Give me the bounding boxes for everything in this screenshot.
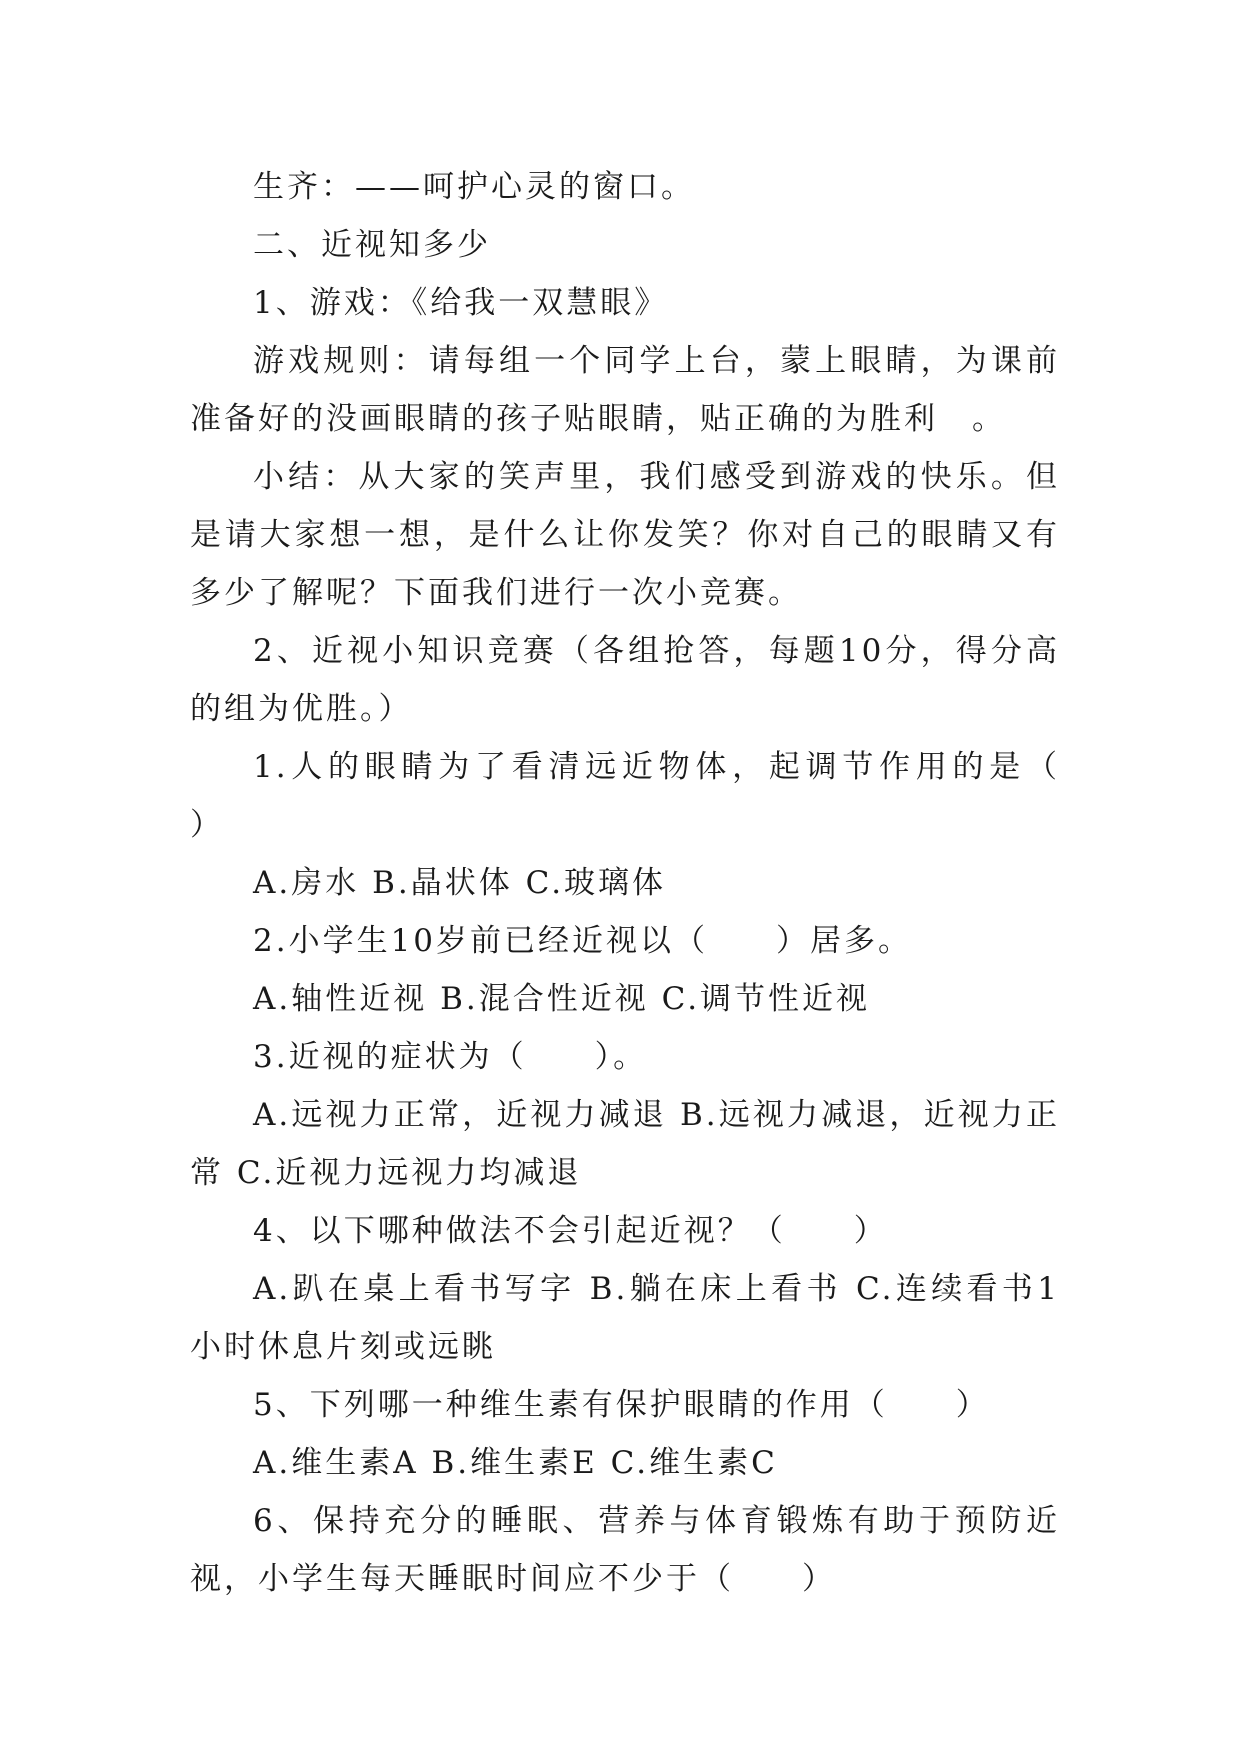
question-4: 4、以下哪种做法不会引起近视？（ ） xyxy=(253,1213,888,1249)
section-heading: 二、近视知多少 xyxy=(253,227,491,263)
question-1-options: A.房水 B.晶状体 C.玻璃体 xyxy=(253,865,667,901)
question-5: 5、下列哪一种维生素有保护眼睛的作用（ ） xyxy=(253,1387,990,1423)
question-2-options: A.轴性近视 B.混合性近视 C.调节性近视 xyxy=(253,981,871,1017)
game-rules: 游戏规则：请每组一个同学上台，蒙上眼睛，为课前准备好的没画眼睛的孩子贴眼睛，贴正确的为胜利 。 xyxy=(190,343,1060,437)
summary-paragraph: 小结：从大家的笑声里，我们感受到游戏的快乐。但是请大家想一想，是什么让你发笑？你对自己的眼睛又有多少了解呢？下面我们进行一次小竞赛。 xyxy=(190,459,1060,611)
quiz-heading: 2、近视小知识竞赛（各组抢答，每题10分，得分高的组为优胜。） xyxy=(190,633,1060,727)
question-3: 3.近视的症状为（ ）。 xyxy=(253,1039,648,1075)
game-title: 1、游戏：《给我一双慧眼》 xyxy=(253,285,669,321)
question-1: 1.人的眼睛为了看清远近物体，起调节作用的是（ ） xyxy=(190,749,1128,843)
question-5-options: A.维生素A B.维生素E C.维生素C xyxy=(253,1445,778,1481)
question-6: 6、保持充分的睡眠、营养与体育锻炼有助于预防近视，小学生每天睡眠时间应不少于（ ） xyxy=(190,1503,1060,1597)
question-3-options: A.远视力正常，近视力减退 B.远视力减退，近视力正常 C.近视力远视力均减退 xyxy=(190,1097,1060,1191)
document-page xyxy=(190,158,1128,1608)
closing-line: 生齐：——呵护心灵的窗口。 xyxy=(253,169,695,205)
question-4-options: A.趴在桌上看书写字 B.躺在床上看书 C.连续看书1小时休息片刻或远眺 xyxy=(190,1271,1060,1365)
question-2: 2.小学生10岁前已经近视以（ ）居多。 xyxy=(253,923,913,959)
